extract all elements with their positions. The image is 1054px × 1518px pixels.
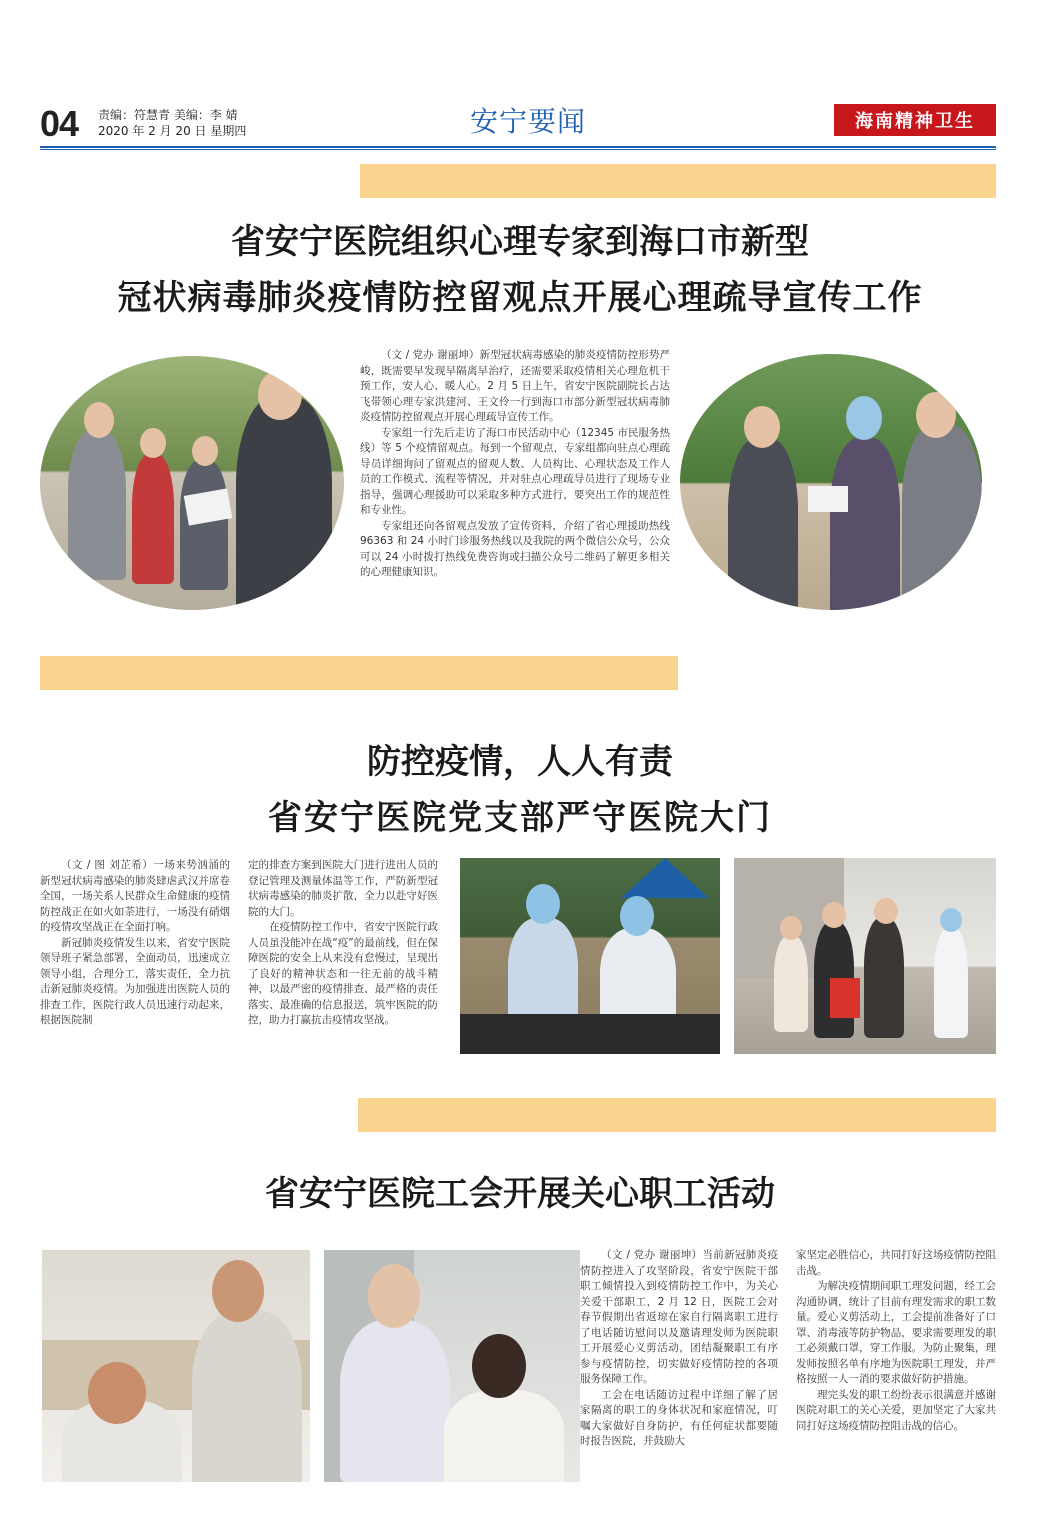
article1-title [40, 214, 1000, 326]
article3-body-col2 [796, 1248, 996, 1434]
article3-paragraph: 工会在电话随访过程中详细了解了居家隔离的职工的身体状况和家庭情况，叮嘱大家做好自身防护，有任何症状都要随时报告医院，并鼓励大 [580, 1388, 778, 1447]
article2-title-line1: 防控疫情，人人有责 [367, 742, 673, 782]
article1-paragraph: 专家组一行先后走访了海口市民活动中心（12345 市民服务热线）等 5 个疫情留观点。每到一个留观点，专家组都向驻点心理疏导员详细询问了留观点的留观人数、人员构比、心理状态及工作人员的工作模式、流程等情况，并对驻点心理疏导员进行了现场专业指导，强调心理援助可以采取多种方式进行，要突出工作的规范性和专业性。 [360, 426, 670, 516]
article3-paragraph: （文 / 党办 谢丽坤）当前新冠肺炎疫情防控进入了攻坚阶段，省安宁医院干部职工倾情投入到疫情防控工作中，为关心关爱干部职工，2 月 12 日，医院工会对春节假期出省返琼在家自行隔离职工进行了电话随访慰问以及邀请理发师为医院职工开展爱心义剪活动，团结凝聚职工有序参与疫情防控，切实做好疫情防控的各项服务保障工作。 [580, 1249, 778, 1385]
article2-paragraph: （文 / 图 刘芷希）一场来势汹涌的新型冠状病毒感染的肺炎肆虐武汉并席卷全国，一场关系人民群众生命健康的疫情防控战正在如火如荼进行，一场没有硝烟的疫情攻坚战正在全面打响。 [40, 859, 230, 933]
editors-line: 责编：符慧青 美编：李 婧 [98, 108, 238, 122]
masthead-logo: 海南精神卫生 [834, 104, 996, 136]
article2-paragraph: 定的排查方案到医院大门进行进出人员的登记管理及测量体温等工作，严防新型冠状病毒感染的肺炎扩散，全力以赴守好医院的大门。 [248, 859, 438, 918]
decor-band-2 [40, 656, 678, 690]
article2-body-col1 [40, 858, 230, 1029]
article2-photo-right [734, 858, 996, 1054]
article3-body-col1 [580, 1248, 778, 1450]
article3-title-text: 省安宁医院工会开展关心职工活动 [265, 1174, 775, 1214]
article2-body-col2 [248, 858, 438, 1029]
article3-photo-left [42, 1250, 310, 1482]
header-rule [40, 146, 996, 148]
header-rule-thin [40, 149, 996, 150]
article2-photo-left [460, 858, 720, 1054]
article2-paragraph: 在疫情防控工作中，省安宁医院行政人员虽没能冲在战“疫”的最前线，但在保障医院的安全上从来没有怠慢过，呈现出了良好的精神状态和一往无前的战斗精神，以最严密的疫情排查、最严格的责任落实、最准确的信息报送，筑牢医院的防控，助力打赢抗击疫情攻坚战。 [248, 921, 438, 1026]
article1-body [360, 348, 670, 581]
article1-paragraph: （文 / 党办 谢丽坤）新型冠状病毒感染的肺炎疫情防控形势严峻，既需要早发现早隔离早治疗，还需要采取疫情相关心理危机干预工作，安人心、暖人心。2 月 5 日上午，省安宁医院副院长占达飞带领心理专家洪建河、王文伶一行到海口市部分新型冠状病毒肺炎疫情防控留观点开展心理疏导宣传工作。 [360, 349, 670, 423]
article3-paragraph: 理完头发的职工纷纷表示很满意并感谢医院对职工的关心关爱，更加坚定了大家共同打好这场疫情防控阻击战的信心。 [796, 1388, 996, 1432]
page-number: 04 [40, 103, 79, 144]
article3-paragraph: 为解决疫情期间职工理发问题，经工会沟通协调，统计了目前有理发需求的职工数量。爱心义剪活动上，工会提前准备好了口罩、消毒液等防护物品，要求需要理发的职工必须戴口罩，穿工作服。为防止聚集，理发师按照名单有序地为医院职工理发，并严格按照一人一消的要求做好防护措施。 [796, 1280, 996, 1385]
article1-photo-right [680, 354, 982, 610]
article2-paragraph: 新冠肺炎疫情发生以来，省安宁医院领导班子紧急部署，全面动员，迅速成立领导小组，合理分工，落实责任，全力抗击新冠肺炎疫情。为加强进出医院人员的排查工作，医院行政人员迅速行动起来，根据医院制 [40, 936, 230, 1026]
article1-paragraph: 专家组还向各留观点发放了宣传资料，介绍了省心理援助热线 96363 和 24 小时门诊服务热线以及我院的两个微信公众号，公众可以 24 小时拨打热线免费咨询或扫描公众号二维码了解更多相关的心理健康知识。 [360, 519, 670, 578]
article3-title [40, 1166, 1000, 1222]
article2-title-line2: 省安宁医院党支部严守医院大门 [268, 798, 772, 838]
decor-band-1 [360, 164, 996, 198]
section-title: 安宁要闻 [470, 105, 587, 138]
edition-meta [98, 107, 246, 139]
article1-title-line1: 省安宁医院组织心理专家到海口市新型 [231, 222, 809, 262]
decor-band-3 [358, 1098, 996, 1132]
article1-photo-left [40, 356, 344, 610]
date-line: 2020 年 2 月 20 日 星期四 [98, 124, 247, 138]
article3-paragraph: 家坚定必胜信心，共同打好这场疫情防控阻击战。 [796, 1249, 996, 1277]
article2-title [40, 734, 1000, 846]
article1-title-line2: 冠状病毒肺炎疫情防控留观点开展心理疏导宣传工作 [117, 278, 923, 318]
article3-photo-right [324, 1250, 580, 1482]
